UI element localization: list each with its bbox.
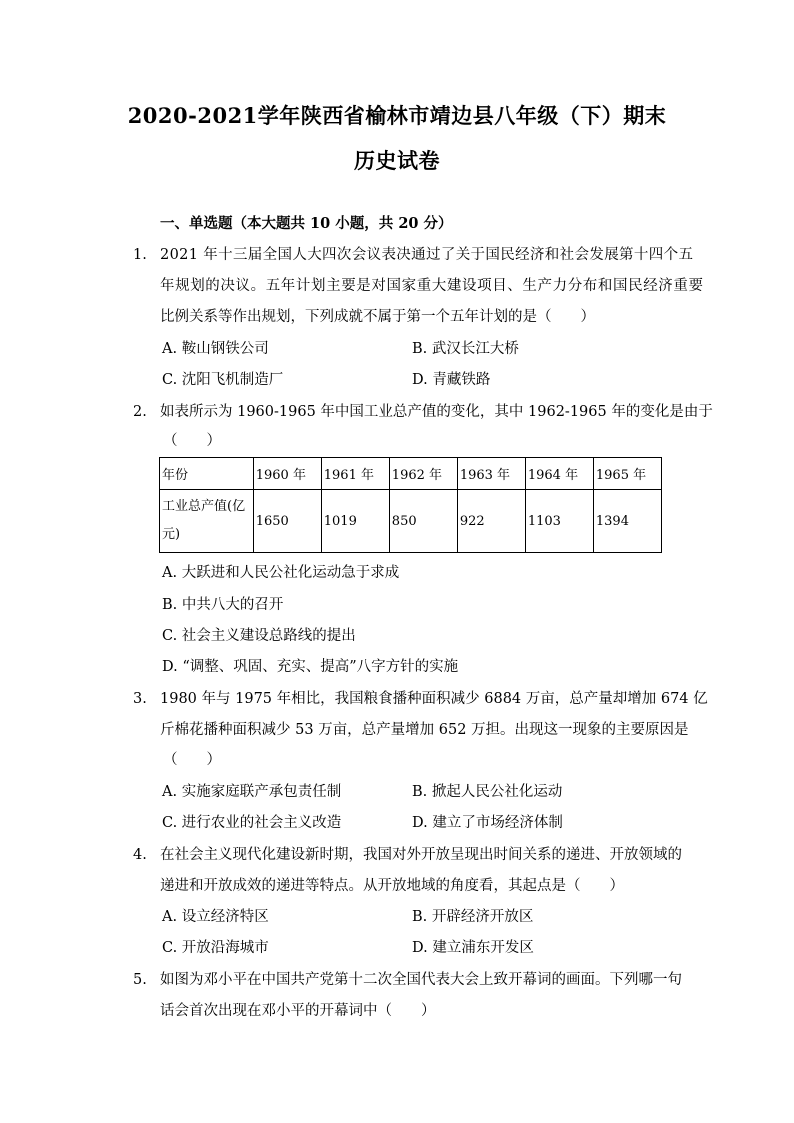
table-header-cell: 1965 年 [593, 458, 661, 490]
question-4-line-2: 递进和开放成效的递进等特点。从开放地域的角度看，其起点是（ ） [160, 878, 624, 894]
question-2-number: 2. [133, 404, 147, 420]
section-heading: 一、单选题（本大题共 10 小题，共 20 分） [160, 215, 453, 232]
question-2-line-1: 如表所示为 1960-1965 年中国工业总产值的变化，其中 1962-1965 年的变化是由于 [160, 404, 713, 420]
question-4-option-a: A. 设立经济特区 [162, 909, 269, 925]
question-2-option-c: C. 社会主义建设总路线的提出 [162, 628, 356, 644]
table-header-cell: 1963 年 [457, 458, 525, 490]
table-header-cell: 1960 年 [253, 458, 321, 490]
question-2-line-2: （ ） [163, 433, 221, 449]
question-1-option-d: D. 青藏铁路 [412, 372, 491, 388]
question-2-option-a: A. 大跃进和人民公社化运动急于求成 [162, 565, 400, 581]
question-5-number: 5. [133, 972, 147, 988]
table-cell: 850 [389, 490, 457, 553]
exam-title-line-1: 2020-2021学年陕西省榆林市靖边县八年级（下）期末 [127, 103, 667, 128]
question-1-line-2: 年规划的决议。五年计划主要是对国家重大建设项目、生产力分布和国民经济重要 [160, 278, 704, 294]
question-3-number: 3. [133, 691, 147, 707]
table-row [160, 490, 662, 553]
table-row-label: 工业总产值(亿元) [160, 490, 254, 553]
table-cell: 1019 [321, 490, 389, 553]
table-header-cell: 1961 年 [321, 458, 389, 490]
question-1-number: 1. [133, 247, 147, 263]
question-1-option-c: C. 沈阳飞机制造厂 [162, 372, 284, 388]
table-header-cell: 1962 年 [389, 458, 457, 490]
question-4-number: 4. [133, 847, 147, 863]
exam-title-line-2: 历史试卷 [354, 148, 440, 173]
question-3-option-a: A. 实施家庭联产承包责任制 [162, 784, 342, 800]
question-1-line-3: 比例关系等作出规划，下列成就不属于第一个五年计划的是（ ） [160, 309, 595, 325]
table-cell: 1394 [593, 490, 661, 553]
question-5-line-1: 如图为邓小平在中国共产党第十二次全国代表大会上致开幕词的画面。下列哪一句 [160, 972, 682, 988]
table-header-cell: 年份 [160, 458, 254, 490]
table-cell: 1103 [525, 490, 593, 553]
question-1-option-b: B. 武汉长江大桥 [412, 341, 519, 357]
table-header-cell: 1964 年 [525, 458, 593, 490]
question-4-option-c: C. 开放沿海城市 [162, 940, 269, 956]
question-4-line-1: 在社会主义现代化建设新时期，我国对外开放呈现出时间关系的递进、开放领域的 [160, 847, 682, 863]
industrial-output-table [159, 457, 662, 553]
question-2-option-b: B. 中共八大的召开 [162, 597, 284, 613]
table-cell: 1650 [253, 490, 321, 553]
table-cell: 922 [457, 490, 525, 553]
question-3-option-d: D. 建立了市场经济体制 [412, 815, 563, 831]
question-5-line-2: 话会首次出现在邓小平的开幕词中（ ） [160, 1003, 436, 1019]
question-3-line-3: （ ） [163, 752, 221, 768]
question-1-line-1: 2021 年十三届全国人大四次会议表决通过了关于国民经济和社会发展第十四个五 [160, 247, 694, 263]
question-4-option-d: D. 建立浦东开发区 [412, 940, 534, 956]
question-3-line-2: 斤棉花播种面积减少 53 万亩，总产量增加 652 万担。出现这一现象的主要原因是 [160, 722, 689, 738]
question-3-option-c: C. 进行农业的社会主义改造 [162, 815, 342, 831]
question-4-option-b: B. 开辟经济开放区 [412, 909, 534, 925]
table-row [160, 458, 662, 490]
question-3-option-b: B. 掀起人民公社化运动 [412, 784, 563, 800]
question-3-line-1: 1980 年与 1975 年相比，我国粮食播种面积减少 6884 万亩，总产量却增加 674 亿 [160, 691, 708, 707]
question-2-option-d: D. “调整、巩固、充实、提高”八字方针的实施 [162, 659, 459, 675]
question-1-option-a: A. 鞍山钢铁公司 [162, 341, 269, 357]
